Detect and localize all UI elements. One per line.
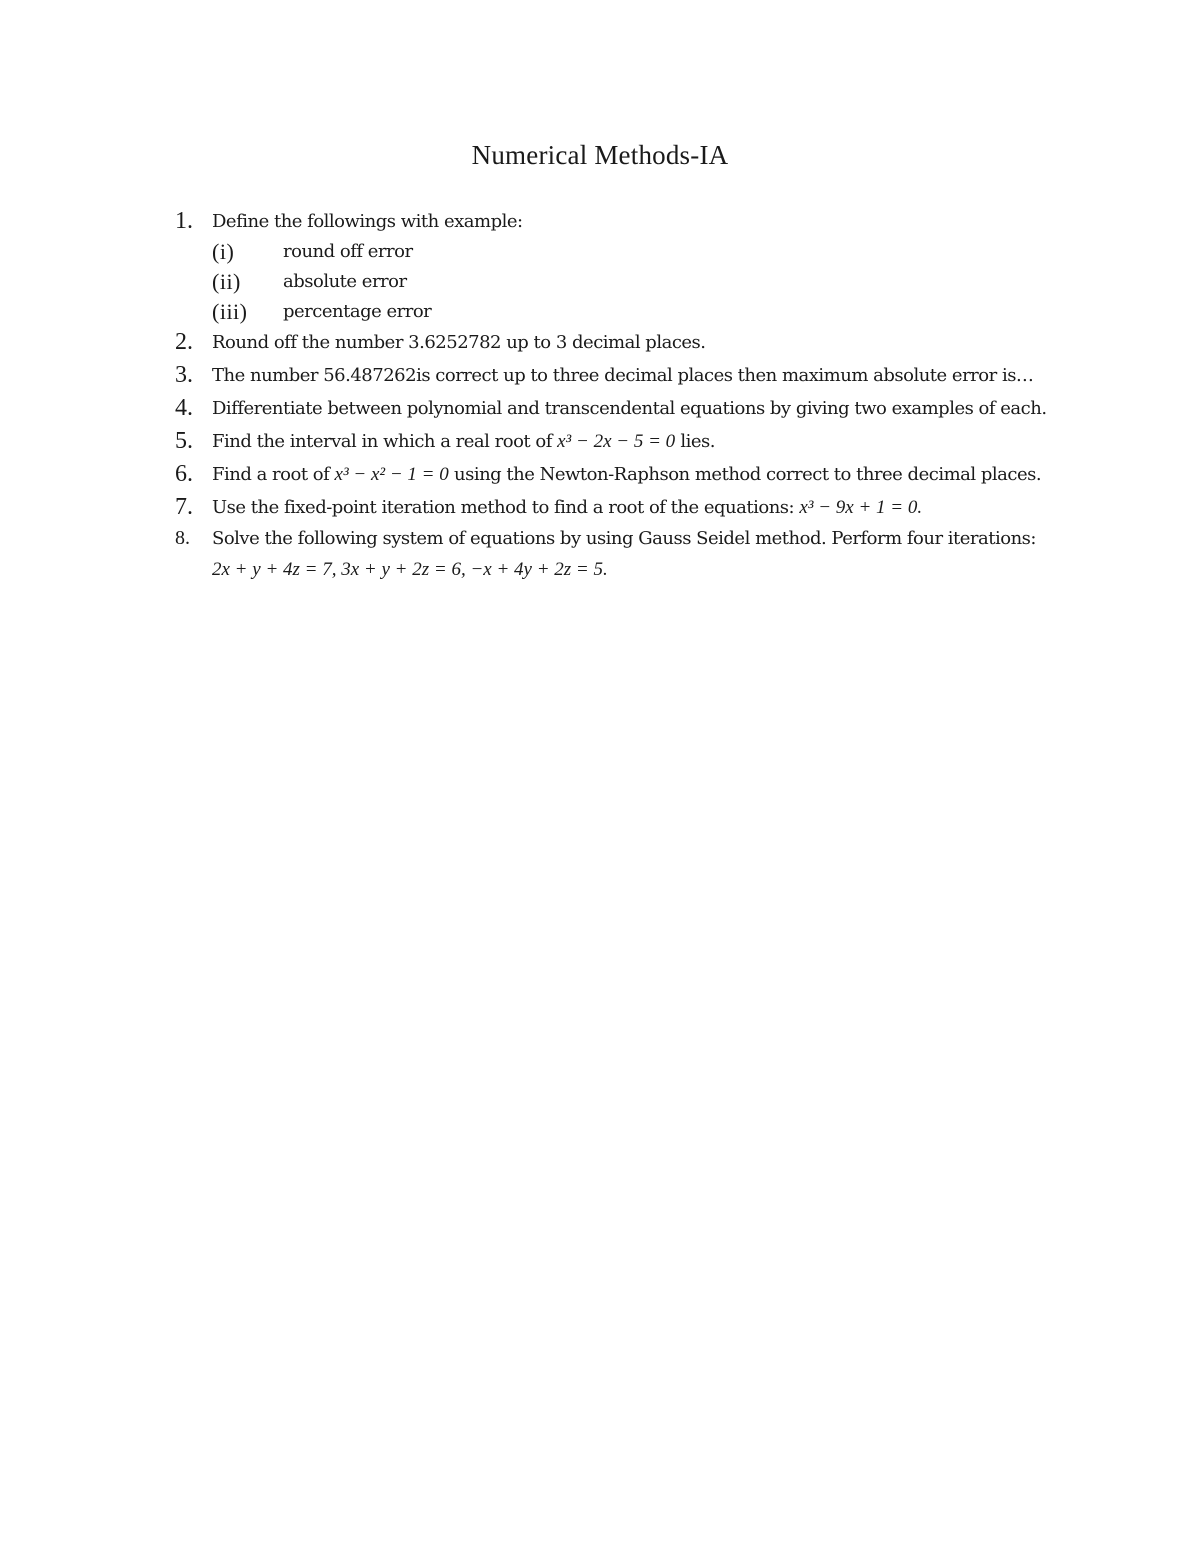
question-text: Define the followings with example: [212,211,523,232]
question-text: Differentiate between polynomial and transcendental equations by giving two examples of each. [212,398,1047,419]
question-text-end: using the Newton-Raphson method correct to three decimal places. [453,464,1042,485]
question-number: 7. [175,494,193,520]
subitem-number: (ii) [212,269,241,294]
question-1 [175,206,1055,237]
question-text: Solve the following system of equations by using Gauss Seidel method. Perform four iterations: [212,528,1036,549]
question-text-end: lies. [680,431,716,452]
question-8 [175,523,1055,585]
equation: x³ − 9x + 1 = 0. [799,497,923,518]
equation: x³ − x² − 1 = 0 [334,464,449,485]
question-5 [175,426,1055,457]
subitem-text: percentage error [283,301,432,322]
question-number: 8. [175,527,190,549]
question-3 [175,360,1055,391]
question-number: 6. [175,461,193,487]
question-text: Use the fixed-point iteration method to find a root of the equations: [212,497,795,518]
subitem-number: (i) [212,239,235,264]
subitem-text: absolute error [283,271,407,292]
question-list [175,206,1055,585]
equation: 2x + y + 4z = 7, 3x + y + 2z = 6, −x + 4y + 2z = 5. [212,559,608,580]
question-2 [175,327,1055,358]
subitem-i [212,237,1055,267]
question-6 [175,459,1055,490]
question-number: 3. [175,362,193,388]
subitem-number: (iii) [212,299,248,324]
question-text: Round off the number 3.6252782 up to 3 decimal places. [212,332,706,353]
question-text: Find the interval in which a real root of [212,431,552,452]
subitem-iii [212,297,1055,327]
question-number: 2. [175,329,193,355]
question-number: 5. [175,428,193,454]
question-4 [175,393,1055,424]
question-1-subitems [175,237,1055,327]
subitem-ii [212,267,1055,297]
question-number: 4. [175,395,193,421]
subitem-text: round off error [283,241,413,262]
equation: x³ − 2x − 5 = 0 [557,431,676,452]
question-7 [175,492,1055,523]
question-text: The number 56.487262is correct up to three decimal places then maximum absolute error is… [212,365,1034,386]
page-title: Numerical Methods-IA [471,140,729,170]
question-text: Find a root of [212,464,330,485]
question-number: 1. [175,208,193,234]
